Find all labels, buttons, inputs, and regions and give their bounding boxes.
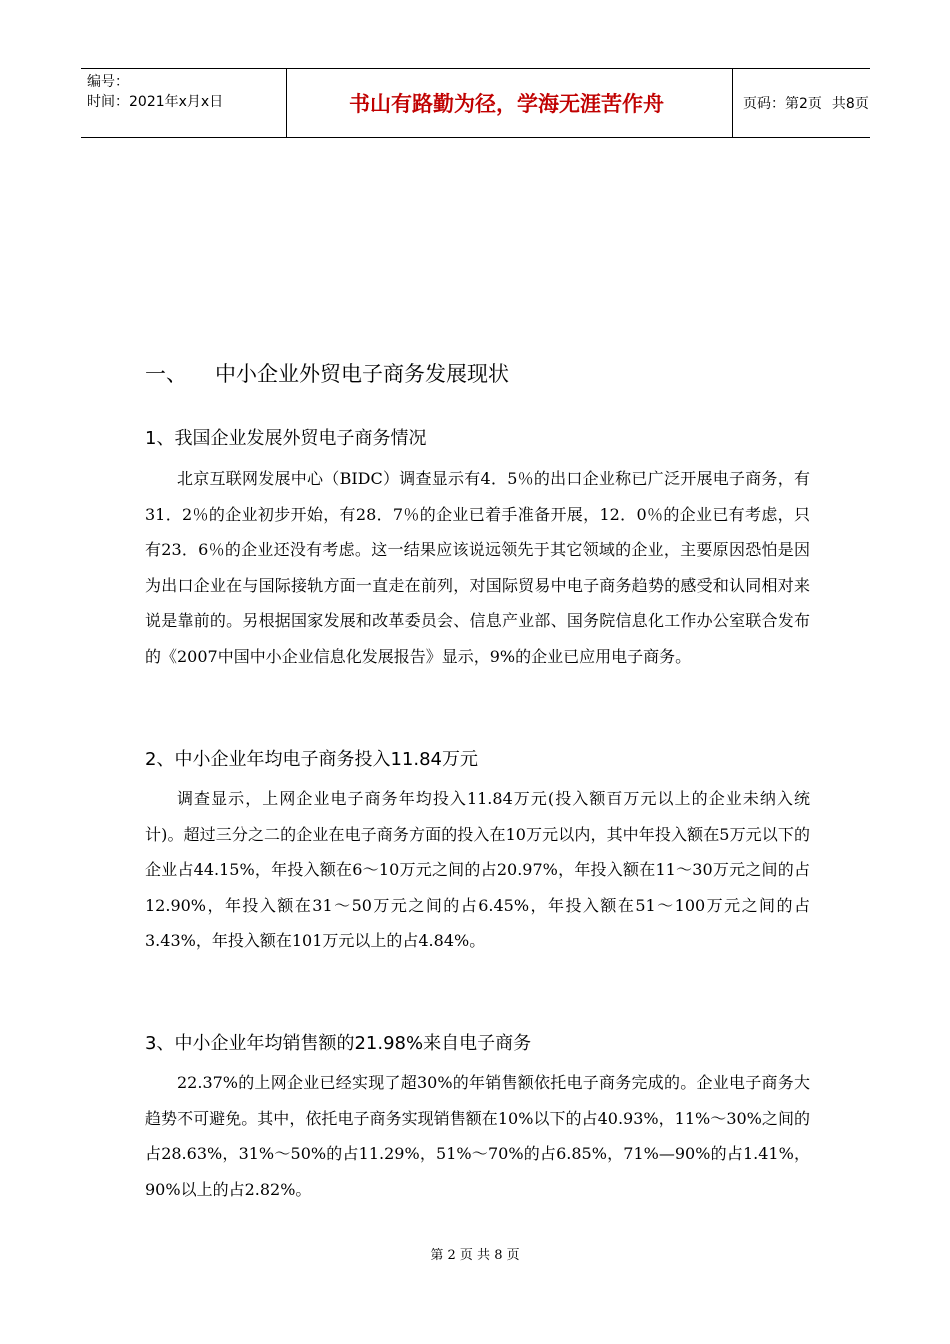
paragraph-1: 北京互联网发展中心（BIDC）调查显示有4．5％的出口企业称已广泛开展电子商务，有31．2％的企业初步开始，有28．7％的企业已着手准备开展，12．0％的企业已有考虑，只有23．6％的企业还没有考虑。这一结果应该说远领先于其它领域的企业，主要原因恐怕是因为出口企业在与国际接轨方面一直走在前列，对国际贸易中电子商务趋势的感受和认同相对来说是靠前的。另根据国家发展和改革委员会、信息产业部、国务院信息化工作办公室联合发布的《2007中国中小企业信息化发展报告》显示，9%的企业已应用电子商务。 <box>145 469 810 666</box>
page-footer: 第 2 页 共 8 页 <box>430 1248 520 1263</box>
header-motto: 书山有路勤为径，学海无涯苦作舟 <box>281 69 733 137</box>
number-label: 编号： <box>87 74 129 90</box>
section-number: 一、 <box>145 362 187 386</box>
paragraph-2: 调查显示，上网企业电子商务年均投入11.84万元(投入额百万元以上的企业未纳入统计)。超过三分之二的企业在电子商务方面的投入在10万元以内，其中年投入额在5万元以下的企业占44.15%，年投入额在6～10万元之间的占20.97%，年投入额在11～30万元之间的占12.90%，年投入额在31～50万元之间的占6.45%，年投入额在51～100万元之间的占3.43%，年投入额在101万元以上的占4.84%。 <box>145 789 810 950</box>
header-meta <box>81 69 287 137</box>
header-page-info <box>733 69 870 137</box>
section-heading <box>145 358 509 388</box>
section-title: 中小企业外贸电子商务发展现状 <box>215 362 509 386</box>
subsection-heading-2: 2、中小企业年均电子商务投入11.84万元 <box>145 749 478 770</box>
paragraph-3: 22.37%的上网企业已经实现了超30%的年销售额依托电子商务完成的。企业电子商务大趋势不可避免。其中，依托电子商务实现销售额在10%以下的占40.93%，11%～30%之间的占28.63%，31%～50%的占11.29%，51%～70%的占6.85%，71%—90%的占1.41%，90%以上的占2.82%。 <box>145 1073 810 1199</box>
page-label: 页码：第2页 <box>743 96 822 112</box>
time-label: 时间：2021年x月x日 <box>87 94 224 110</box>
document-header <box>81 68 870 138</box>
subsection-heading-1: 1、我国企业发展外贸电子商务情况 <box>145 428 427 449</box>
subsection-heading-3: 3、中小企业年均销售额的21.98%来自电子商务 <box>145 1033 532 1054</box>
total-label: 共8页 <box>831 96 869 112</box>
